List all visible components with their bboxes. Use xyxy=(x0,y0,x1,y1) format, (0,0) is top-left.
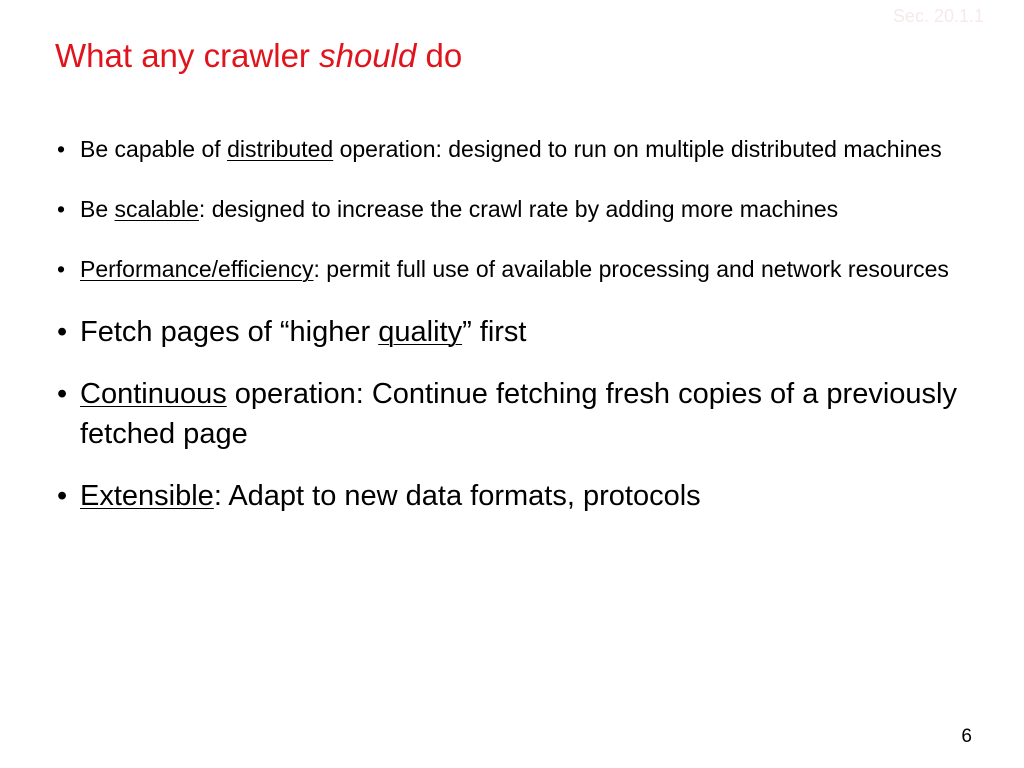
page-number: 6 xyxy=(961,726,972,747)
bullet-dot-icon: • xyxy=(57,480,68,512)
bullet-underlined-term: distributed xyxy=(227,136,334,162)
bullet-item xyxy=(55,252,975,286)
title-text-end: do xyxy=(416,37,463,74)
bullet-item xyxy=(55,374,975,454)
bullet-dot-icon: • xyxy=(57,316,68,348)
slide-title xyxy=(55,34,462,78)
bullet-list xyxy=(55,132,975,538)
bullet-text-pre: Be capable of xyxy=(80,136,228,162)
bullet-text-post: operation: designed to run on multiple distributed machines xyxy=(333,136,942,162)
bullet-text-post: : permit full use of available processing and network resources xyxy=(313,256,949,282)
title-text-start: What any crawler xyxy=(55,37,320,74)
bullet-dot-icon: • xyxy=(57,136,66,162)
bullet-text-pre: Be xyxy=(80,196,115,222)
bullet-text-post: : designed to increase the crawl rate by adding more machines xyxy=(198,196,839,222)
bullet-underlined-term: quality xyxy=(378,316,463,348)
bullet-item xyxy=(55,132,975,166)
bullet-dot-icon: • xyxy=(57,256,66,282)
bullet-text-pre: Fetch pages of “higher xyxy=(80,316,379,348)
bullet-underlined-term: Extensible xyxy=(80,480,214,512)
bullet-underlined-term: scalable xyxy=(114,196,199,222)
bullet-item xyxy=(55,476,975,516)
bullet-text-post: operation: Continue fetching fresh copies of a previously fetched page xyxy=(80,378,957,450)
bullet-item xyxy=(55,312,975,352)
bullet-underlined-term: Continuous xyxy=(80,378,227,410)
bullet-text-post: ” first xyxy=(462,316,527,348)
bullet-item xyxy=(55,192,975,226)
bullet-text-post: : Adapt to new data formats, protocols xyxy=(213,480,701,512)
bullet-underlined-term: Performance/efficiency xyxy=(80,256,314,282)
title-emphasis: should xyxy=(319,37,417,74)
bullet-dot-icon: • xyxy=(57,196,66,222)
section-tag: Sec. 20.1.1 xyxy=(892,6,984,26)
bullet-dot-icon: • xyxy=(57,378,68,410)
